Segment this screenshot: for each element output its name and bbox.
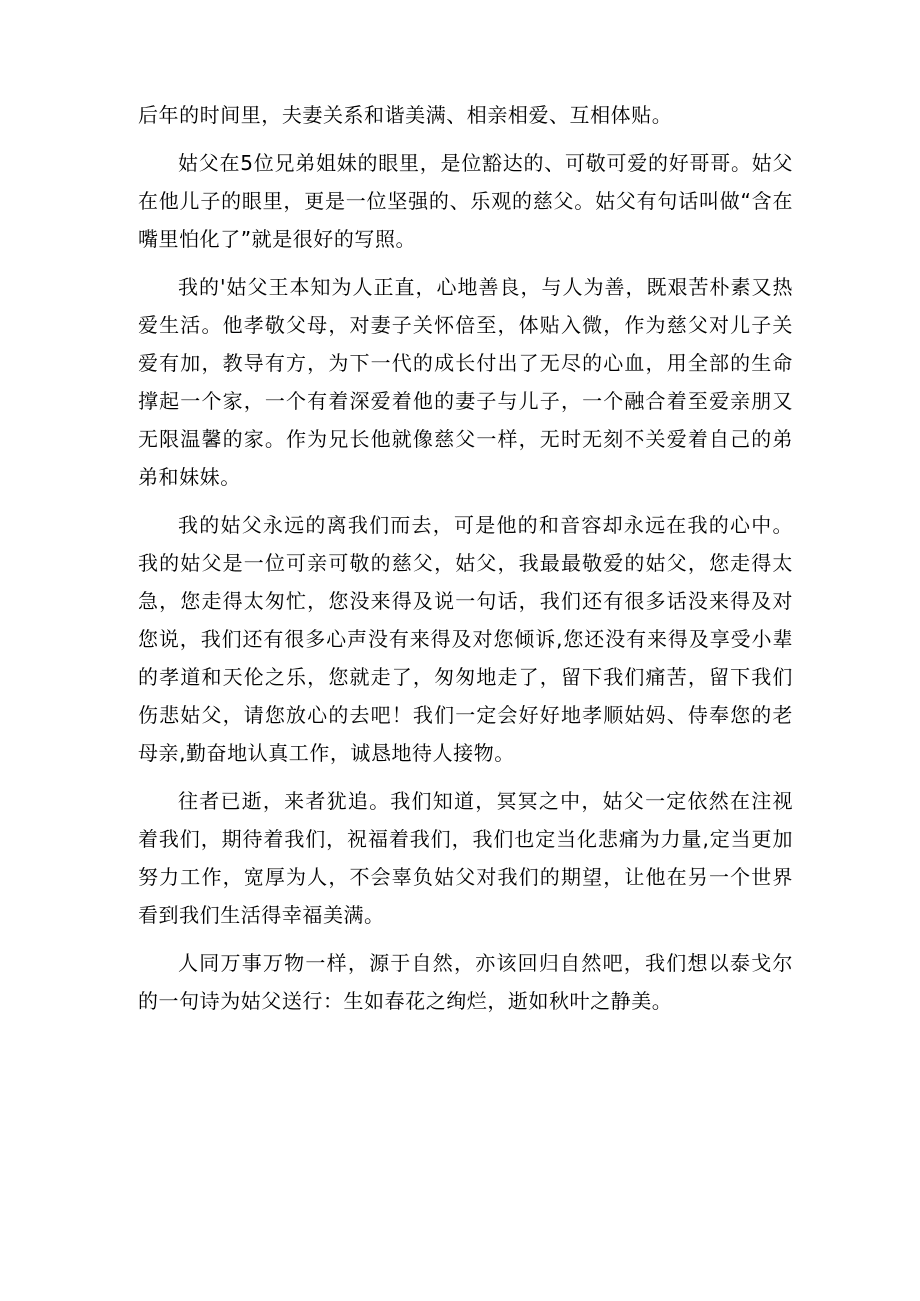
paragraph-6: 人同万事万物一样，源于自然，亦该回归自然吧，我们想以泰戈尔的一句诗为姑父送行：生如春花之绚烂，逝如秋叶之静美。 (138, 951, 793, 1013)
document-body (138, 96, 793, 1030)
paragraph-2: 姑父在5位兄弟姐妹的眼里，是位豁达的、可敬可爱的好哥哥。姑父在他儿子的眼里，更是一位坚强的、乐观的慈父。姑父有句话叫做“含在嘴里怕化了”就是很好的写照。 (138, 151, 793, 251)
paragraph-3: 我的'姑父王本知为人正直，心地善良，与人为善，既艰苦朴素又热爱生活。他孝敬父母，对妻子关怀倍至，体贴入微，作为慈父对儿子关爱有加，教导有方，为下一代的成长付出了无尽的心血，用全部的生命撑起一个家，一个有着深爱着他的妻子与儿子，一个融合着至爱亲朋又无限温馨的家。作为兄长他就像慈父一样，无时无刻不关爱着自己的弟弟和妹妹。 (138, 275, 793, 489)
paragraph-5: 往者已逝，来者犹追。我们知道，冥冥之中，姑父一定依然在注视着我们，期待着我们，祝福着我们，我们也定当化悲痛为力量,定当更加努力工作，宽厚为人，不会辜负姑父对我们的期望，让他在另一个世界看到我们生活得幸福美满。 (138, 789, 793, 927)
paragraph-1: 后年的时间里，夫妻关系和谐美满、相亲相爱、互相体贴。 (138, 103, 673, 127)
paragraph-4: 我的姑父永远的离我们而去，可是他的和音容却永远在我的心中。我的姑父是一位可亲可敬的慈父，姑父，我最最敬爱的姑父，您走得太急，您走得太匆忙，您没来得及说一句话，我们还有很多话没来得及对您说，我们还有很多心声没有来得及对您倾诉,您还没有来得及享受小辈的孝道和天伦之乐，您就走了，匆匆地走了，留下我们痛苦，留下我们伤悲姑父，请您放心的去吧！我们一定会好好地孝顺姑妈、侍奉您的老母亲,勤奋地认真工作，诚恳地待人接物。 (138, 513, 793, 765)
